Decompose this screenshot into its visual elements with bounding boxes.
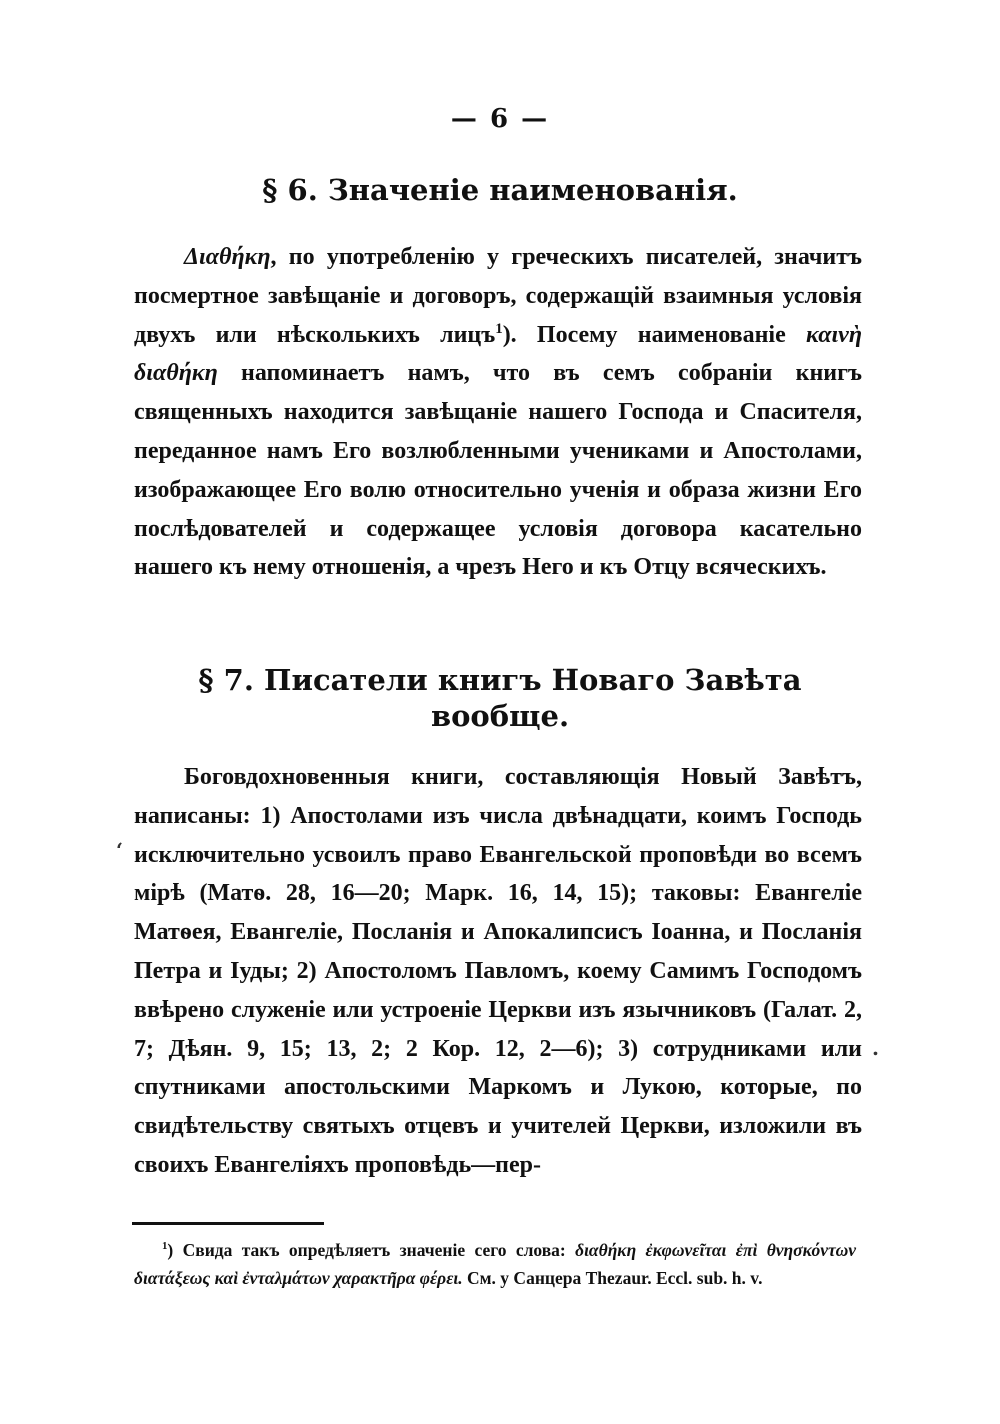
paragraph-text: , по употребленію у греческихъ писателей, значитъ посмертное завѣщаніе и договоръ, содержащій взаимныя условія двухъ или нѣсколькихъ лицъ bbox=[134, 244, 862, 348]
paragraph-text: ). Посему наименованіе bbox=[502, 321, 806, 348]
footnote-divider bbox=[132, 1222, 324, 1225]
footnote bbox=[134, 1236, 856, 1292]
margin-mark: . bbox=[872, 1036, 879, 1060]
paragraph-text: напоминаетъ намъ, что въ семъ собраніи книгъ священныхъ находится завѣщаніе нашего Господа и Спасителя, переданное намъ Его возлюбленными учениками и Апостолами, изображающее Его волю относительно ученія и образа жизни Его послѣдователей и содержащее условія договора касательно нашего къ нему отношенія, а чрезъ Него и къ Отцу всяческихъ. bbox=[134, 360, 862, 581]
section-7-body bbox=[134, 758, 862, 1185]
section-7-heading: § 7. Писатели книгъ Новаго Завѣта вообще. bbox=[198, 663, 802, 733]
footnote-greek-quote: διαθήκη ἐκφωνεῖται ἐπὶ θνησκόντων διατάξεως καὶ ἐνταλμάτων χαρακτῆρα φέρει. bbox=[134, 1240, 856, 1288]
footnote-citation: Thezaur. Eccl. sub. h. v. bbox=[585, 1268, 763, 1288]
greek-term-diatheke: Διαθήκη bbox=[184, 244, 271, 270]
margin-mark: ʻ bbox=[116, 838, 123, 862]
greek-term-kaine-diatheke: καινὴ διαθήκη bbox=[134, 321, 862, 387]
footnote-reference[interactable]: 1 bbox=[495, 320, 503, 337]
footnote-text-part: См. у Санцера bbox=[462, 1268, 586, 1288]
section-7-paragraph: Боговдохновенныя книги, составляющія Новый Завѣтъ, написаны: 1) Апостолами изъ числа двѣнадцати, коимъ Господь исключительно усвоилъ право Евангельской проповѣди во всемъ мірѣ (Матѳ. 28, 16—20; Марк. 16, 14, 15); таковы: Евангеліе Матѳея, Евангеліе, Посланія и Апокалипсисъ Іоанна, и Посланія Петра и Іуды; 2) Апостоломъ Павломъ, коему Самимъ Господомъ ввѣрено служеніе или устроеніе Церкви изъ язычниковъ (Галат. 2, 7; Дѣян. 9, 15; 13, 2; 2 Кор. 12, 2—6); 3) сотрудниками или спутниками апостольскими Маркомъ и Лукою, которые, по свидѣтельству святыхъ отцевъ и учителей Церкви, изложили въ своихъ Евангеліяхъ проповѣдь—пер- bbox=[134, 764, 862, 1178]
page-number: — 6 — bbox=[450, 104, 550, 134]
footnote-marker: 1 bbox=[162, 1240, 168, 1253]
section-6-paragraph bbox=[134, 238, 862, 587]
footnote-text-part: ) Свида такъ опредѣляетъ значеніе сего слова: bbox=[167, 1240, 576, 1260]
section-6-body bbox=[134, 238, 862, 587]
footnote-text bbox=[134, 1236, 856, 1292]
section-6-heading: § 6. Значеніе наименованія. bbox=[262, 173, 738, 207]
